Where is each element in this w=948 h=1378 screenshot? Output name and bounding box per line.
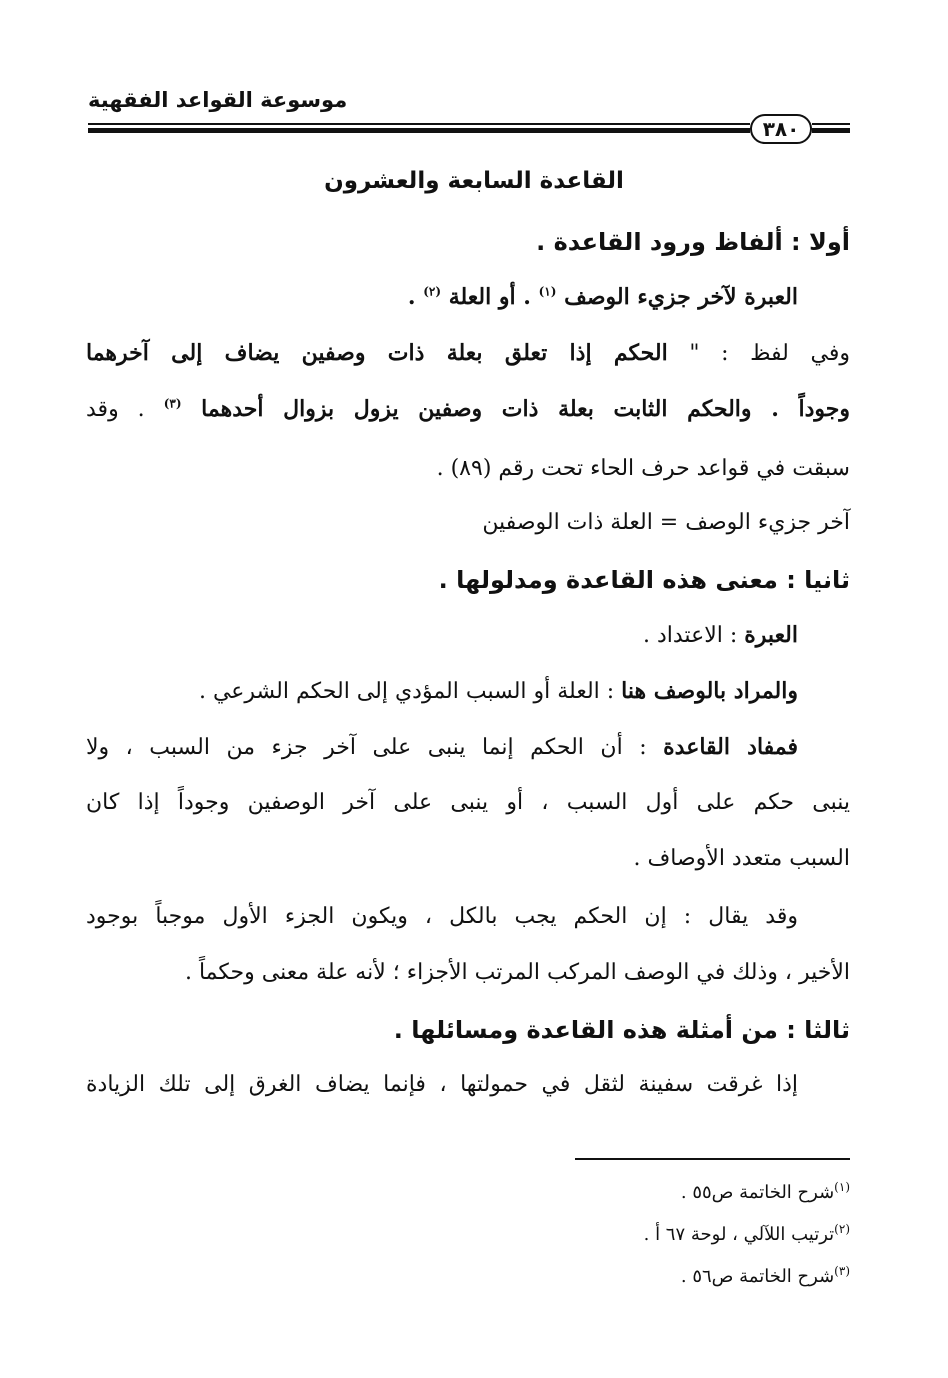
header-rule-thin [88,123,750,125]
section2-line1: العبرة : الاعتداد . [642,622,798,648]
section2-line4: ينبى حكم على أول السبب ، أو ينبى على آخر الوصفين وجوداً إذا كان [86,790,850,815]
section2-line6: وقد يقال : إن الحكم يجب بالكل ، ويكون الجزء الأول موجباً بوجود [86,904,798,929]
header-rule-right-thin [812,123,850,125]
footnote-ref-3: (٣) [163,396,182,411]
footnote-3: $^{(٣)}$شرح الخاتمة ص٥٦ . [680,1264,850,1287]
running-title: موسوعة القواعد الفقهية [88,88,348,112]
section3-heading: ثالثا : من أمثلة هذه القاعدة ومسائلها . [393,1016,850,1044]
header-rule-right-thick [812,128,850,133]
section2-line7: الأخير ، وذلك في الوصف المركب المرتب الأجزاء ؛ لأنه علة معنى وحكماً . [184,960,850,985]
section1-paragraph3: آخر جزيء الوصف = العلة ذات الوصفين [482,510,850,535]
section1-paragraph2-line2: وجوداً . والحكم الثابت بعلة ذات وصفين يزول بزوال أحدهما $^{(٣)}$ . وقد [86,396,851,422]
section1-paragraph1: العبرة لآخر جزيء الوصف $^{(١)}$ . أو العلة $^{(٢)}$ . [407,284,798,310]
section3-line1: إذا غرقت سفينة لثقل في حمولتها ، فإنما يضاف الغرق إلى تلك الزيادة [86,1072,798,1097]
footnote-2: $^{(٢)}$ترتيب اللآلي ، لوحة ٦٧ أ . [643,1222,850,1245]
section1-heading: أولا : ألفاظ ورود القاعدة . [536,228,850,256]
rule-title: القاعدة السابعة والعشرون [324,168,624,194]
section1-paragraph2-line1: وفي لفظ : " الحكم إذا تعلق بعلة ذات وصفين يضاف إلى آخرهما [86,340,850,366]
section2-heading: ثانيا : معنى هذه القاعدة ومدلولها . [438,566,850,594]
section1-paragraph2-line3: سبقت في قواعد حرف الحاء تحت رقم (٨٩) . [436,456,850,481]
page-number: ٣٨٠ [750,114,812,144]
footnote-ref-2: (٢) [423,284,442,299]
section2-line2: والمراد بالوصف هنا : العلة أو السبب المؤدي إلى الحكم الشرعي . [198,678,798,704]
footnote-rule [575,1158,850,1160]
section2-line5: السبب متعدد الأوصاف . [633,846,850,871]
footnote-1: $^{(١)}$شرح الخاتمة ص٥٥ . [680,1180,850,1203]
footnote-ref-1: (١) [538,284,557,299]
header-rule-thick [88,128,750,133]
section2-line3: فمفاد القاعدة : أن الحكم إنما ينبى على آخر جزء من السبب ، ولا [86,734,799,760]
